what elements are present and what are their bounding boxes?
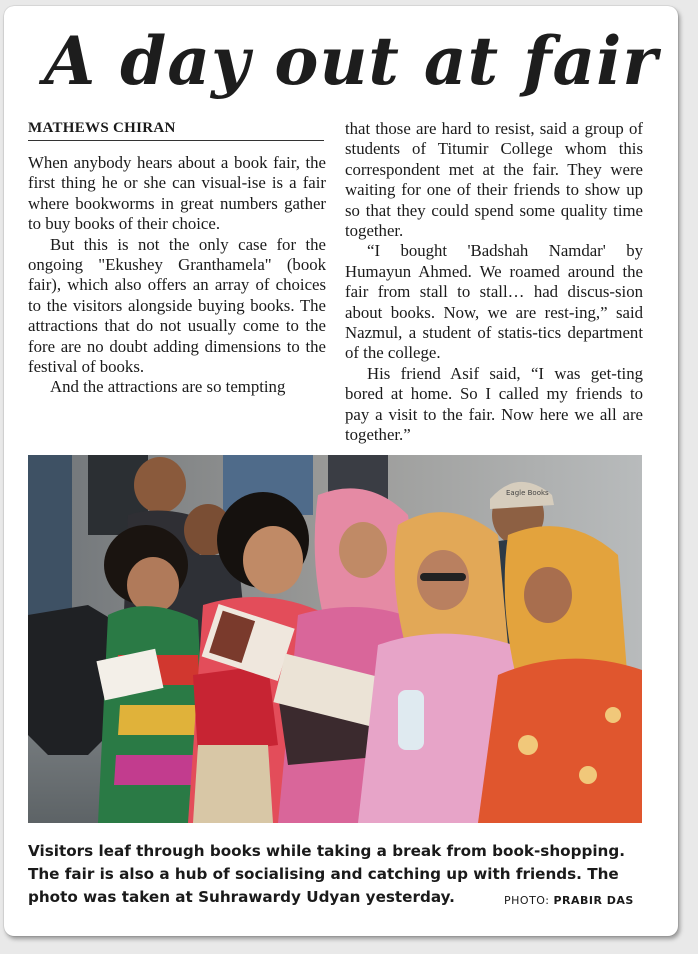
- paragraph: When anybody hears about a book fair, the first thing he or she can visual-ise is a fair where bookworms in great numbers gather to buy books of their choice.: [28, 153, 326, 234]
- paragraph: “I bought 'Badshah Namdar' by Humayun Ahmed. We roamed around the fair from stall to stall… had discus-sion about books. Now, we are rest-ing,” said Nazmul, a student of statis-tics department of the college.: [345, 241, 643, 363]
- photo-caption: Visitors leaf through books while taking a break from book-shopping. The fair is also a hub of socialising and catching up with friends. The photo was taken at Suhrawardy Udyan yesterday.: [28, 842, 625, 906]
- paragraph: that those are hard to resist, said a group of students of Titumir College whom this correspondent met at the fair. They were waiting for one of their friends to show up so that they could spend some quality time together.: [345, 119, 643, 241]
- byline: MATHEWS CHIRAN: [28, 120, 324, 141]
- newspaper-clipping: [4, 6, 678, 936]
- cap-text: Eagle Books: [506, 489, 549, 497]
- water-bottle: [398, 690, 424, 750]
- article-column-1: [28, 153, 326, 398]
- credit-name: PRABIR DAS: [553, 894, 634, 907]
- photo-credit: [504, 894, 634, 907]
- news-photo: [28, 455, 642, 823]
- paragraph: And the attractions are so tempting: [50, 377, 286, 397]
- credit-label: PHOTO:: [504, 894, 550, 907]
- paragraph: His friend Asif said, “I was get-ting bored at home. So I called my friends to pay a visit to the fair. Now here we all are together.”: [345, 363, 643, 445]
- headline: A day out at fair: [44, 22, 659, 100]
- article-column-2: [345, 119, 643, 446]
- paragraph: But this is not the only case for the ongoing "Ekushey Granthamela" (book fair), which also offers an array of choices to the visitors alongside buying books. The attractions that do not usually come to the fore are no doubt adding dimensions to the festival of books.: [28, 234, 326, 377]
